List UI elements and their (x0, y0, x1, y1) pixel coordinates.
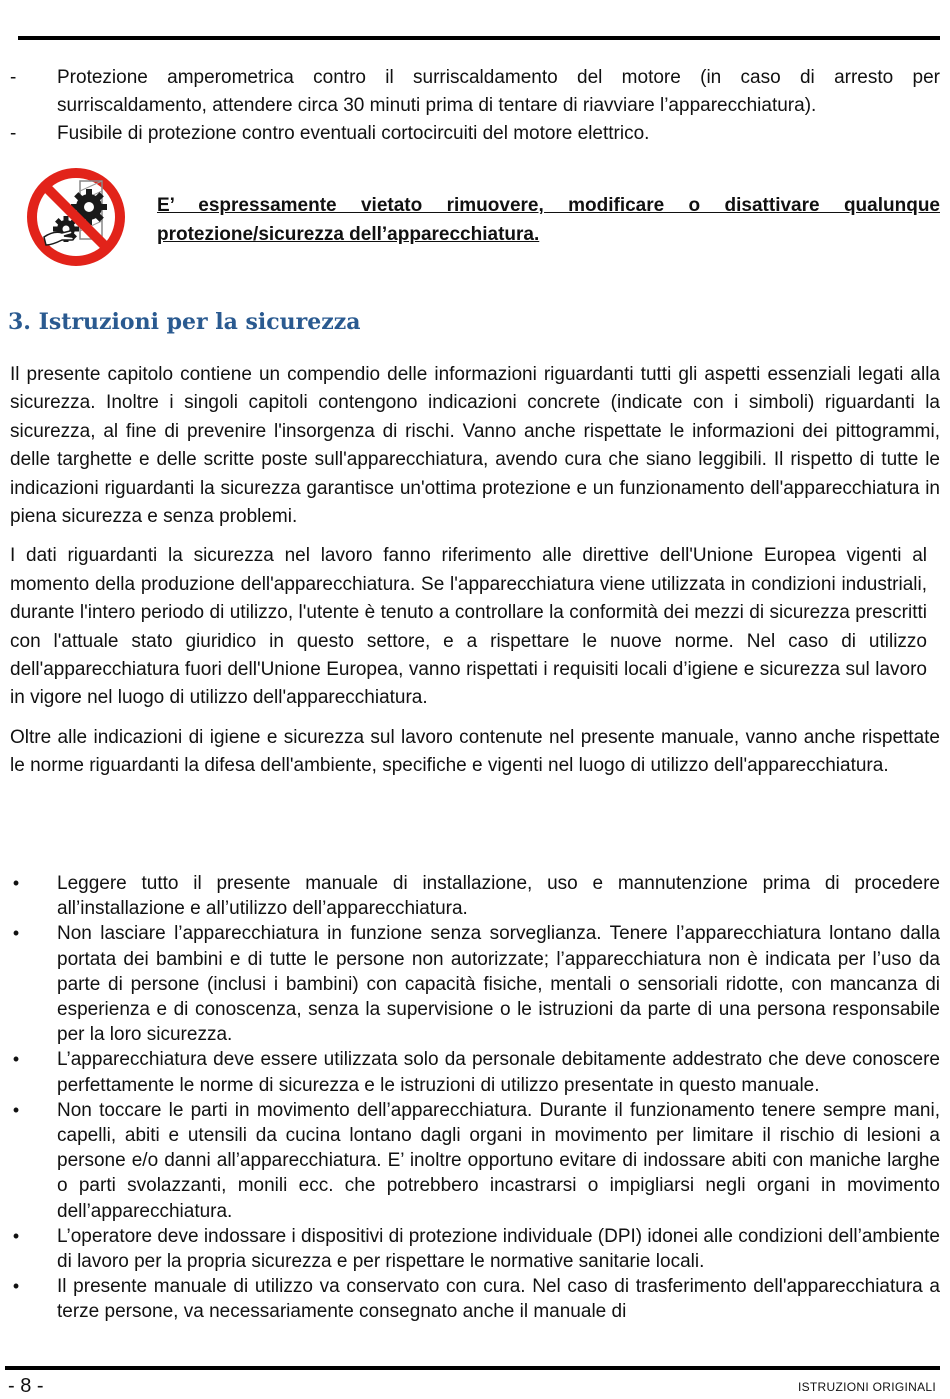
list-item (10, 871, 940, 921)
footer-rule (5, 1366, 940, 1370)
list-item-text: L’operatore deve indossare i dispositivi di protezione individuale (DPI) idonei alle condizioni dell’ambiente di lavoro per la propria sicurezza e per rispettare le normative sanitarie locali. (57, 1225, 940, 1273)
bullet-marker: • (12, 873, 20, 893)
list-item (10, 1224, 940, 1274)
protection-list (8, 64, 940, 148)
list-item (10, 1274, 940, 1324)
dash-marker: - (10, 67, 17, 88)
bullet-marker: • (12, 1276, 20, 1297)
safety-warning-line: protezione/sicurezza dell’apparecchiatura. (157, 224, 540, 245)
list-item-text: Il presente manuale di utilizzo va conservato con cura. Nel caso di trasferimento dell'apparecchiatura a terze persone, va necessariamente consegnato anche il manuale di (57, 1276, 940, 1323)
list-item (10, 1047, 940, 1097)
bullet-marker: • (12, 1099, 20, 1120)
list-item-text: Non lasciare l’apparecchiatura in funzione senza sorveglianza. Tenere l’apparecchiatura lontano dalla portata dei bambini e di tutte le persone non autorizzate; l’apparecchiatura non è indicata per l’uso da parte di persone (inclusi i bambini) con capacità fisiche, mentali o sensoriali ridotte, con mancanza di esperienza e di conoscenza, senza la supervisione o le istruzioni da parte di una persona responsabile per la loro sicurezza. (57, 923, 940, 1046)
list-item (10, 921, 940, 1047)
paragraph: Oltre alle indicazioni di igiene e sicurezza sul lavoro contenute nel presente manuale, vanno anche rispettate le norme riguardanti la difesa dell'ambiente, specifiche e vigenti nel luogo di utilizzo dell'apparecchiatura. (10, 726, 940, 777)
safety-warning (157, 191, 940, 249)
page-number: - 8 - (8, 1375, 44, 1397)
list-item (10, 1098, 940, 1224)
paragraph: Il presente capitolo contiene un compendio delle informazioni riguardanti tutti gli aspetti essenziali legati alla sicurezza. Inoltre i singoli capitoli contengono indicazioni concrete (indicate con i simboli) riguardanti la sicurezza, al fine di prevenire l'insorgenza di rischi. Vanno anche rispettate le informazioni dei pittogrammi, delle targhette e delle scritte poste sull'apparecchiatura, avendo cura che siano leggibili. Il rispetto di tutte le indicazioni riguardanti la sicurezza garantisce un'ottima protezione e un funzionamento dell'apparecchiatura in piena sicurezza e senza problemi. (10, 364, 940, 528)
footer-label: ISTRUZIONI ORIGINALI (797, 1380, 936, 1394)
list-item (8, 64, 940, 120)
list-item-text: Fusibile di protezione contro eventuali cortocircuiti del motore elettrico. (57, 123, 650, 144)
list-item-text: Protezione amperometrica contro il surriscaldamento del motore (in caso di arresto per surriscaldamento, attendere circa 30 minuti prima di tentare di riavviare l’apparecchiatura). (57, 67, 940, 116)
no-access-moving-parts-icon (26, 167, 126, 267)
bullet-marker: • (12, 1049, 20, 1070)
list-item-text: Non toccare le parti in movimento dell’apparecchiatura. Durante il funzionamento tenere sempre mani, capelli, abiti e utensili da cucina lontano dagli organi in movimento per limitare il rischio di lesioni a persone e/o danni all’apparecchiatura. E’ inoltre opportuno evitare di indossare abiti con maniche larghe o parti svolazzanti, monili ecc. che potrebbero incastrarsi o impigliarsi negli organi in movimento dell’apparecchiatura. (57, 1099, 940, 1222)
list-item-text: Leggere tutto il presente manuale di installazione, uso e mannutenzione prima di procedere all’installazione e all’utilizzo dell’apparecchiatura. (57, 873, 940, 920)
dash-marker: - (10, 123, 17, 144)
safety-warning-line: E’ espressamente vietato rimuovere, modificare o disattivare qualunque (157, 195, 940, 216)
header-rule (18, 36, 940, 40)
list-item-text: L’apparecchiatura deve essere utilizzata solo da personale debitamente addestrato che deve conoscere perfettamente le norme di sicurezza e le istruzioni di utilizzo presentate in questo manuale. (57, 1049, 940, 1096)
paragraph: I dati riguardanti la sicurezza nel lavoro fanno riferimento alle direttive dell'Unione Europea vigenti al momento della produzione dell'apparecchiatura. Se l'apparecchiatura viene utilizzata in condizioni industriali, durante l'intero periodo di utilizzo, l'utente è tenuto a controllare la conformità dei mezzi di sicurezza prescritti con l'attuale stato giuridico in questo settore, e a rispettare le nuove norme. Nel caso di utilizzo dell'apparecchiatura fuori dell'Unione Europea, vanno rispettati i requisiti locali d’igiene e sicurezza sul lavoro in vigore nel luogo di utilizzo dell'apparecchiatura. (10, 545, 927, 709)
safety-rules-list (10, 871, 940, 1325)
bullet-marker: • (12, 923, 20, 944)
section-body (10, 361, 940, 792)
bullet-marker: • (12, 1225, 20, 1246)
list-item (8, 120, 940, 148)
section-title: 3. Istruzioni per la sicurezza (8, 309, 361, 335)
